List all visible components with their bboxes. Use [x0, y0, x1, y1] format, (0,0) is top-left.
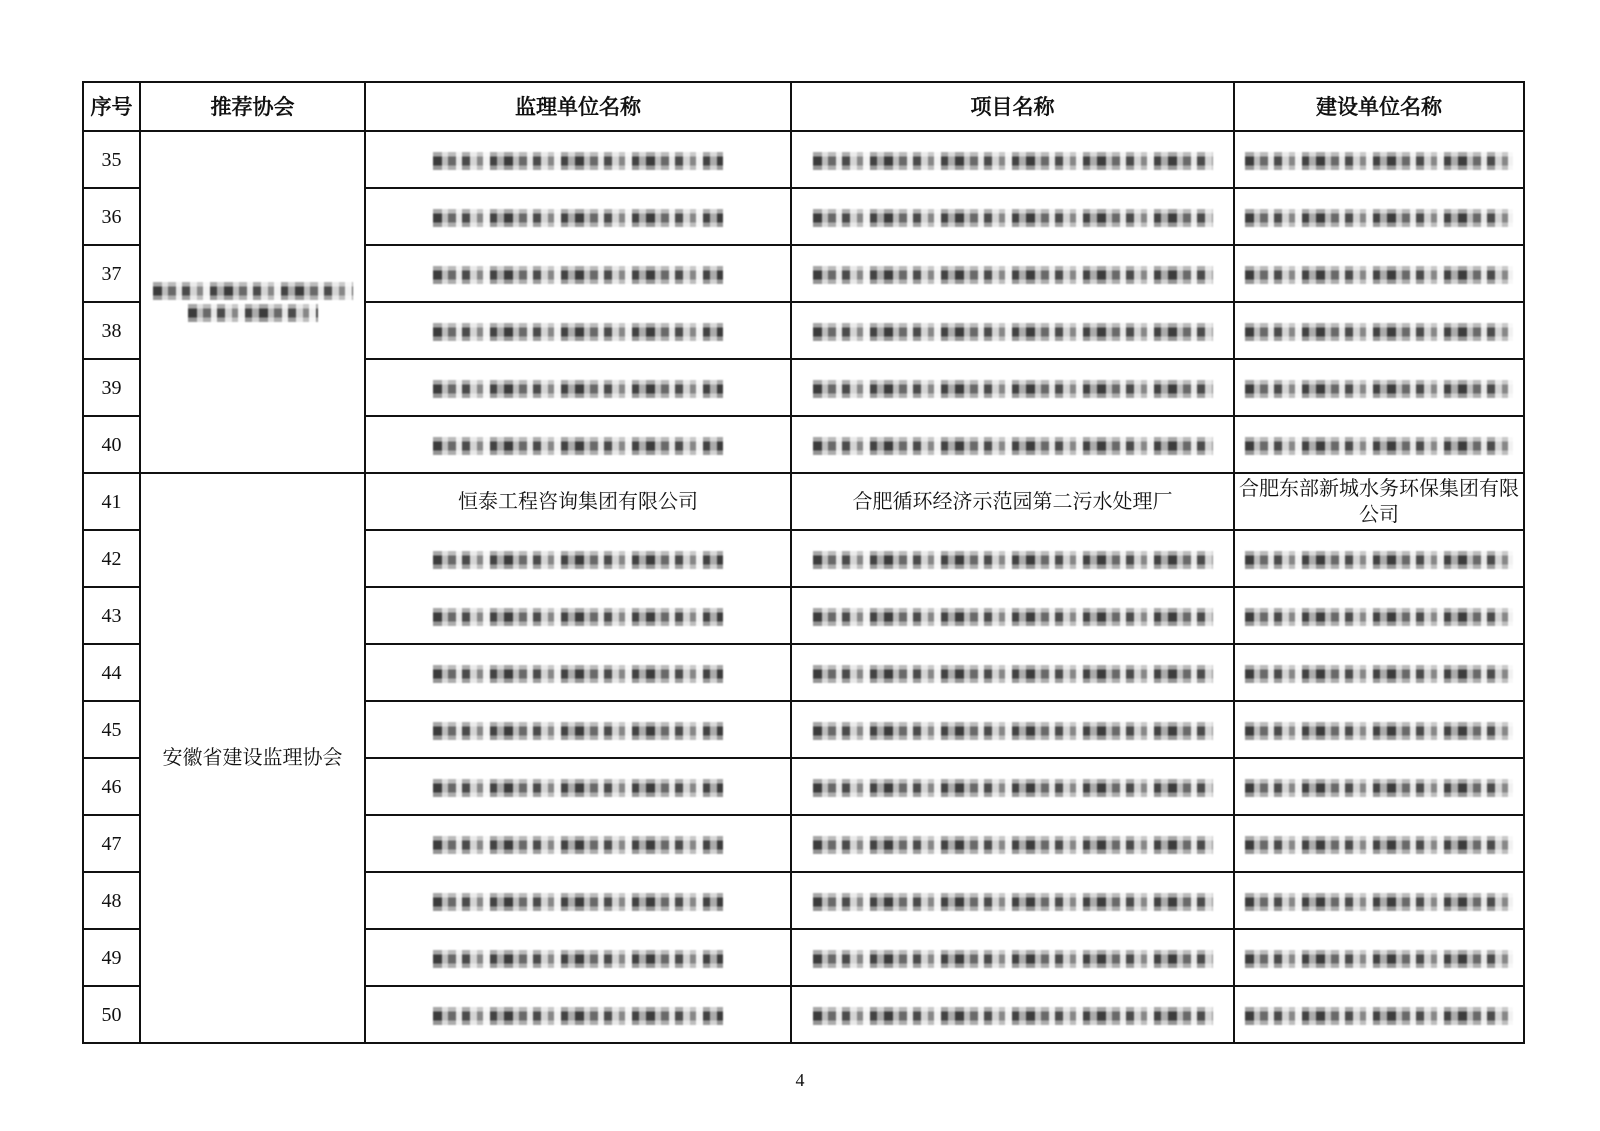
cell-no: 46 — [83, 758, 140, 815]
redacted-text — [813, 437, 1213, 455]
redacted-text — [1245, 266, 1513, 284]
redacted-text — [433, 608, 723, 626]
redacted-text — [1245, 722, 1513, 740]
cell-owner: 合肥东部新城水务环保集团有限公司 — [1234, 473, 1524, 530]
cell-supervisor — [365, 986, 791, 1043]
cell-project — [791, 701, 1234, 758]
cell-owner — [1234, 530, 1524, 587]
cell-supervisor — [365, 701, 791, 758]
cell-owner — [1234, 929, 1524, 986]
redacted-text — [1245, 665, 1513, 683]
redacted-text — [1245, 437, 1513, 455]
redacted-text — [813, 665, 1213, 683]
redacted-text — [813, 209, 1213, 227]
cell-project: 合肥循环经济示范园第二污水处理厂 — [791, 473, 1234, 530]
redacted-text — [1245, 950, 1513, 968]
cell-supervisor — [365, 302, 791, 359]
redacted-text — [433, 437, 723, 455]
cell-supervisor — [365, 188, 791, 245]
redacted-text — [433, 836, 723, 854]
cell-owner — [1234, 644, 1524, 701]
table-body — [83, 131, 1524, 1043]
cell-no: 40 — [83, 416, 140, 473]
redacted-text — [433, 266, 723, 284]
cell-no: 45 — [83, 701, 140, 758]
redacted-text — [813, 779, 1213, 797]
cell-supervisor — [365, 872, 791, 929]
header-association: 推荐协会 — [140, 82, 365, 131]
header-no: 序号 — [83, 82, 140, 131]
redacted-text — [813, 722, 1213, 740]
cell-supervisor — [365, 245, 791, 302]
cell-owner — [1234, 245, 1524, 302]
redacted-text — [433, 950, 723, 968]
redacted-text — [433, 779, 723, 797]
redacted-text — [433, 1007, 723, 1025]
redacted-text — [1245, 152, 1513, 170]
header-owner: 建设单位名称 — [1234, 82, 1524, 131]
cell-supervisor — [365, 929, 791, 986]
header-supervisor: 监理单位名称 — [365, 82, 791, 131]
page-number: 4 — [795, 1070, 805, 1090]
cell-supervisor — [365, 758, 791, 815]
cell-owner — [1234, 872, 1524, 929]
table-header — [83, 82, 1524, 131]
redacted-text — [1245, 608, 1513, 626]
cell-no: 37 — [83, 245, 140, 302]
cell-no: 44 — [83, 644, 140, 701]
cell-owner — [1234, 587, 1524, 644]
cell-supervisor — [365, 644, 791, 701]
table-row — [83, 473, 1524, 530]
cell-owner — [1234, 815, 1524, 872]
redacted-text — [433, 380, 723, 398]
redacted-text — [813, 1007, 1213, 1025]
cell-association — [140, 131, 365, 473]
cell-project — [791, 872, 1234, 929]
redacted-text — [1245, 209, 1513, 227]
redacted-text — [813, 323, 1213, 341]
redacted-text — [1245, 323, 1513, 341]
cell-supervisor — [365, 416, 791, 473]
cell-project — [791, 359, 1234, 416]
cell-owner — [1234, 131, 1524, 188]
redacted-text — [433, 152, 723, 170]
cell-no: 39 — [83, 359, 140, 416]
table-row — [83, 131, 1524, 188]
cell-no: 35 — [83, 131, 140, 188]
cell-owner — [1234, 302, 1524, 359]
cell-project — [791, 416, 1234, 473]
cell-owner — [1234, 986, 1524, 1043]
cell-project — [791, 131, 1234, 188]
cell-association: 安徽省建设监理协会 — [140, 473, 365, 1043]
redacted-text — [813, 836, 1213, 854]
cell-project — [791, 986, 1234, 1043]
cell-no: 49 — [83, 929, 140, 986]
redacted-text — [813, 950, 1213, 968]
redacted-text — [813, 266, 1213, 284]
redacted-text — [1245, 380, 1513, 398]
cell-no: 48 — [83, 872, 140, 929]
redacted-text — [433, 893, 723, 911]
cell-project — [791, 302, 1234, 359]
redacted-text — [813, 551, 1213, 569]
cell-owner — [1234, 359, 1524, 416]
cell-project — [791, 929, 1234, 986]
redacted-text — [433, 665, 723, 683]
redacted-text — [433, 551, 723, 569]
cell-owner — [1234, 416, 1524, 473]
cell-project — [791, 815, 1234, 872]
redacted-text — [433, 209, 723, 227]
cell-project — [791, 188, 1234, 245]
cell-project — [791, 758, 1234, 815]
redacted-text — [1245, 836, 1513, 854]
cell-no: 36 — [83, 188, 140, 245]
cell-supervisor: 恒泰工程咨询集团有限公司 — [365, 473, 791, 530]
cell-supervisor — [365, 530, 791, 587]
cell-supervisor — [365, 587, 791, 644]
cell-no: 47 — [83, 815, 140, 872]
cell-owner — [1234, 701, 1524, 758]
redacted-text — [153, 282, 353, 300]
redacted-text — [813, 152, 1213, 170]
data-table — [82, 81, 1525, 1044]
redacted-text — [813, 608, 1213, 626]
cell-supervisor — [365, 815, 791, 872]
redacted-text — [433, 722, 723, 740]
redacted-text — [1245, 1007, 1513, 1025]
header-project: 项目名称 — [791, 82, 1234, 131]
redacted-text — [1245, 893, 1513, 911]
cell-project — [791, 644, 1234, 701]
cell-owner — [1234, 758, 1524, 815]
redacted-text — [1245, 551, 1513, 569]
cell-project — [791, 245, 1234, 302]
redacted-text — [813, 380, 1213, 398]
redacted-text — [433, 323, 723, 341]
redacted-text — [813, 893, 1213, 911]
cell-project — [791, 530, 1234, 587]
cell-no: 50 — [83, 986, 140, 1043]
redacted-text — [1245, 779, 1513, 797]
cell-no: 42 — [83, 530, 140, 587]
cell-no: 41 — [83, 473, 140, 530]
header-row — [83, 82, 1524, 131]
cell-project — [791, 587, 1234, 644]
cell-supervisor — [365, 131, 791, 188]
cell-no: 38 — [83, 302, 140, 359]
cell-supervisor — [365, 359, 791, 416]
cell-owner — [1234, 188, 1524, 245]
redacted-text — [188, 304, 318, 322]
cell-no: 43 — [83, 587, 140, 644]
